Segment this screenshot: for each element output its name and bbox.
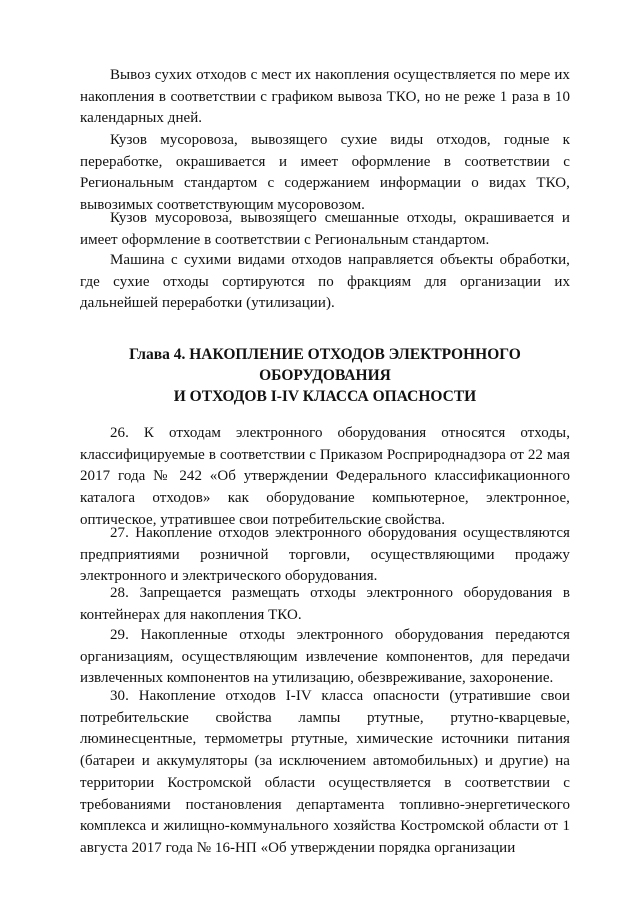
chapter-heading-line-2: ОБОРУДОВАНИЯ (259, 367, 391, 384)
paragraph-27: 27. Накопление отходов электронного оборудования осуществляются предприятиями розничной торговли, осуществляющими продажу электронного и электрического оборудования. (80, 525, 570, 585)
paragraph-mixed-waste-truck-body: Кузов мусоровоза, вывозящего смешанные отходы, окрашивается и имеет оформление в соответствии с Региональным стандартом. (80, 210, 570, 248)
paragraph-26: 26. К отходам электронного оборудования относятся отходы, классифицируемые в соответствии с Приказом Росприроднадзора от 22 мая 2017 года № 242 «Об утверждении Федерального классификационного каталога отходов» как оборудование компьютерное, электронное, оптическое, утратившее свои потребительские свойства. (80, 425, 570, 528)
chapter-heading-line-1: Глава 4. НАКОПЛЕНИЕ ОТХОДОВ ЭЛЕКТРОННОГО (129, 346, 521, 363)
paragraph-dry-waste-sorting: Машина с сухими видами отходов направляется объекты обработки, где сухие отходы сортируются по фракциям для организации их дальнейшей переработки (утилизации). (80, 252, 570, 312)
chapter-4-heading (80, 344, 570, 407)
paragraph-30: 30. Накопление отходов I-IV класса опасности (утратившие свои потребительские свойства лампы ртутные, ртутно-кварцевые, люминесцентные, термометры ртутные, химические источники питания (батареи и аккумуляторы (за исключением автомобильных) и другие) на территории Костромской области осуществляется в соответствии с требованиями постановления департамента топливно-энергетического комплекса и жилищно-коммунального хозяйства Костромской области от 1 августа 2017 года № 16-НП «Об утверждении порядка организации (80, 688, 570, 856)
chapter-heading-line-3: И ОТХОДОВ I-IV КЛАССА ОПАСНОСТИ (173, 388, 477, 405)
paragraph-29: 29. Накопленные отходы электронного оборудования передаются организациям, осуществляющим извлечение компонентов, для передачи извлеченных компонентов на утилизацию, обезвреживание, захоронение. (80, 627, 570, 687)
paragraph-28: 28. Запрещается размещать отходы электронного оборудования в контейнерах для накопления ТКО. (80, 585, 570, 623)
paragraph-dry-waste-truck-body: Кузов мусоровоза, вывозящего сухие виды отходов, годные к переработке, окрашивается и имеет оформление в соответствии с Региональным стандартом с содержанием информации о видах ТКО, вывозимых соответствующим мусоровозом. (80, 132, 570, 214)
paragraph-dry-waste-removal: Вывоз сухих отходов с мест их накопления осуществляется по мере их накопления в соответствии с графиком вывоза ТКО, но не реже 1 раза в 10 календарных дней. (80, 67, 570, 127)
